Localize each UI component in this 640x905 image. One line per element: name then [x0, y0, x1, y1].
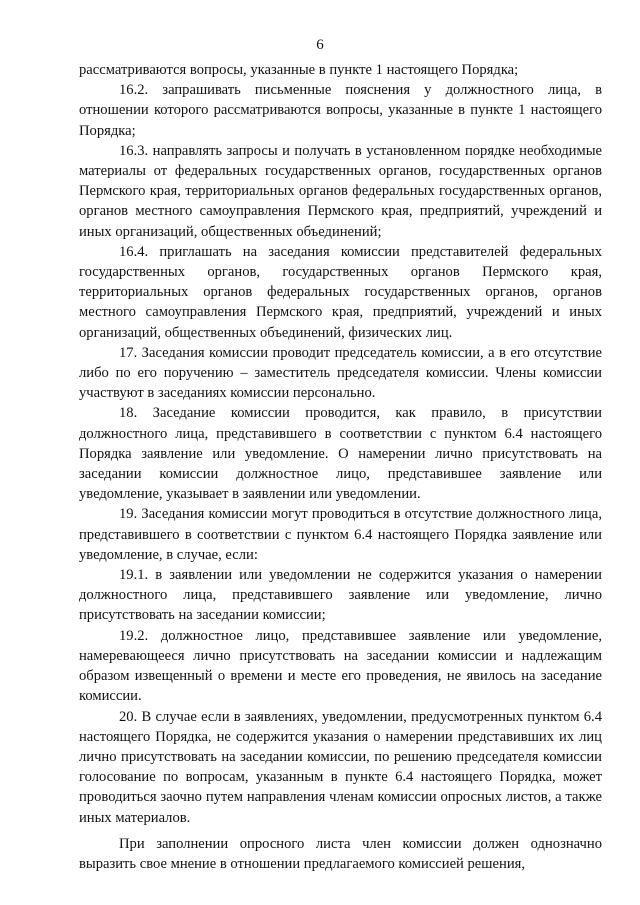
paragraph-item-19: 19. Заседания комиссии могут проводиться в отсутствие должностного лица, представившего в соответствии с пунктом 6.4 настоящего Порядка заявление или уведомление, в случае, если:: [79, 506, 602, 563]
paragraph-item-16-4: 16.4. приглашать на заседания комиссии представителей федеральных государственных органов, государственных органов Пермского края, территориальных органов федеральных государственных органов, органов местного самоуправления Пермского края, предприятий, учреждений и иных организаций, общественных объединений, физических лиц.: [79, 243, 602, 341]
paragraph-continuation: рассматриваются вопросы, указанные в пункте 1 настоящего Порядка;: [79, 62, 519, 78]
paragraph-item-18: 18. Заседание комиссии проводится, как правило, в присутствии должностного лица, представившего в соответствии с пунктом 6.4 настоящего Порядка заявление или уведомление. О намерении лично присутствовать на заседании комиссии должностное лицо, представившее заявление или уведомление, указывает в заявлении или уведомлении.: [79, 405, 602, 503]
paragraph-item-20: 20. В случае если в заявлениях, уведомлении, предусмотренных пунктом 6.4 настоящего Порядка, не содержится указания о намерении представивших их лиц лично присутствовать на заседании комиссии, по решению председателя комиссии голосование по вопросам, указанным в пункте 6.4 настоящего Порядка, может проводиться заочно путем направления членам комиссии опросных листов, а также иных материалов.: [79, 708, 602, 826]
document-body: [79, 60, 602, 874]
page-number: 6: [316, 37, 324, 53]
paragraph-item-16-3: 16.3. направлять запросы и получать в установленном порядке необходимые материалы от федеральных государственных органов, государственных органов Пермского края, территориальных органов федеральных государственных органов, органов местного самоуправления Пермского края, предприятий, учреждений и иных организаций, общественных объединений;: [79, 142, 602, 240]
paragraph-item-17: 17. Заседания комиссии проводит председатель комиссии, а в его отсутствие либо по его поручению – заместитель председателя комиссии. Члены комиссии участвуют в заседаниях комиссии персонально.: [79, 344, 602, 402]
paragraph-questionnaire: При заполнении опросного листа член комиссии должен однозначно выразить свое мнение в отношении предлагаемого комиссией решения,: [79, 835, 602, 872]
paragraph-item-19-1: 19.1. в заявлении или уведомлении не содержится указания о намерении должностного лица, представившего заявление или уведомление, лично присутствовать на заседании комиссии;: [79, 567, 602, 624]
paragraph-item-19-2: 19.2. должностное лицо, представившее заявление или уведомление, намеревающееся лично присутствовать на заседании комиссии и надлежащим образом извещенный о времени и месте его проведения, не явилось на заседание комиссии.: [79, 627, 602, 705]
paragraph-item-16-2: 16.2. запрашивать письменные пояснения у должностного лица, в отношении которого рассматриваются вопросы, указанные в пункте 1 настоящего Порядка;: [79, 82, 602, 139]
